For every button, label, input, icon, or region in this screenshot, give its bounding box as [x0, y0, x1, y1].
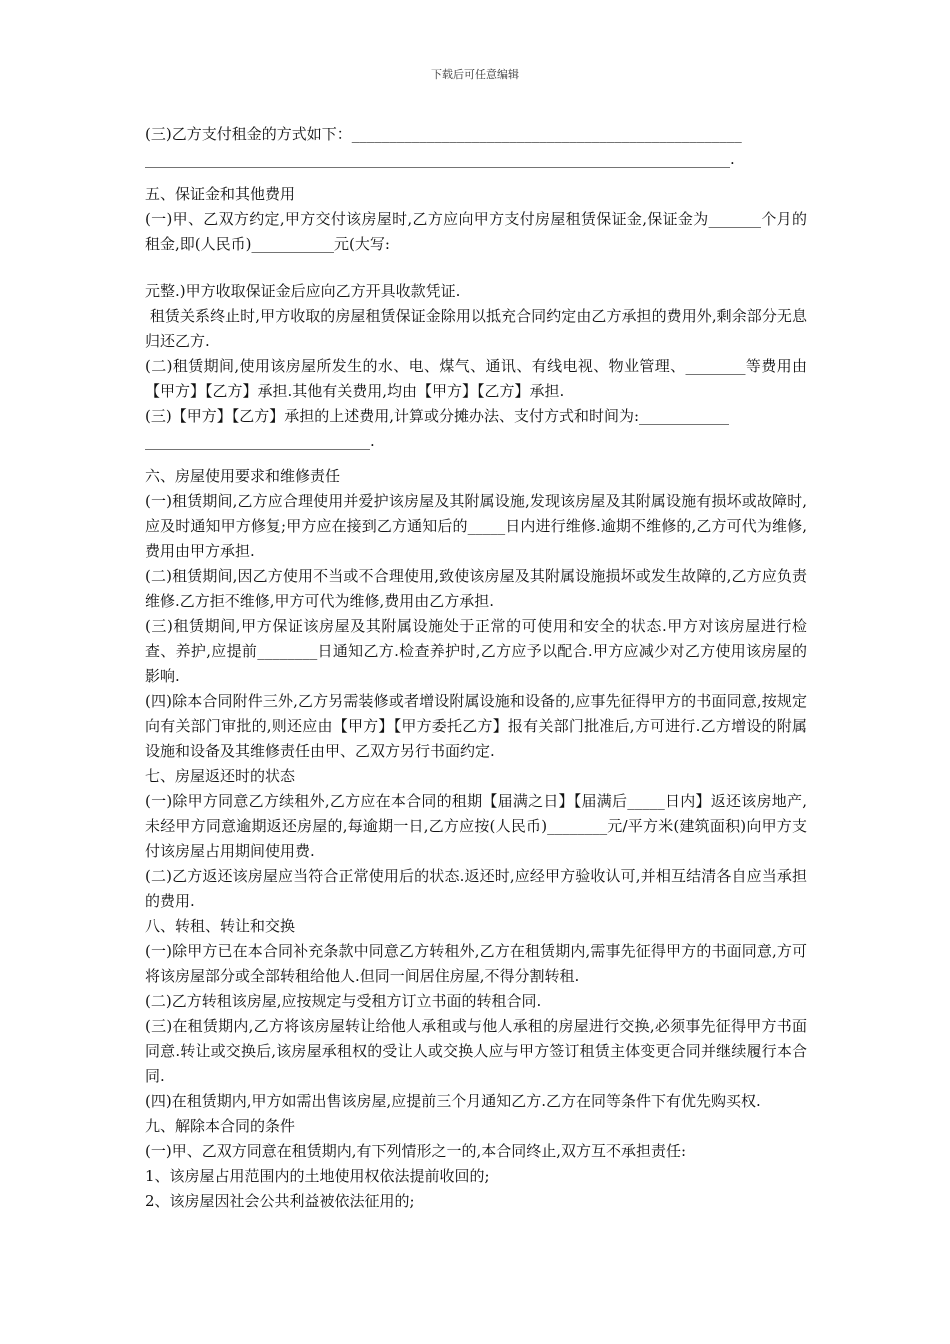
fees-clause-2: (二)租赁期间,使用该房屋所发生的水、电、煤气、通讯、有线电视、物业管理、________等费用由【甲方】【乙方】承担.其他有关费用,均由【甲方】【乙方】承担.	[145, 357, 807, 400]
return-clause-2: (二)乙方返还该房屋应当符合正常使用后的状态.返还时,应经甲方验收认可,并相互结清各自应当承担的费用.	[145, 867, 807, 910]
sublease-clause-1: (一)除甲方已在本合同补充条款中同意乙方转租外,乙方在租赁期内,需事先征得甲方的书面同意,方可将该房屋部分或全部转租给他人.但同一间居住房屋,不得分割转租.	[145, 942, 807, 985]
deposit-clause-1: (一)甲、乙双方约定,甲方交付该房屋时,乙方应向甲方支付房屋租赁保证金,保证金为_______个月的租金,即(人民币)___________元(大写:	[145, 210, 807, 253]
maintenance-clause-1: (一)租赁期间,乙方应合理使用并爱护该房屋及其附属设施,发现该房屋及其附属设施有损坏或故障时,应及时通知甲方修复;甲方应在接到乙方通知后的_____日内进行维修.逾期不维修的,乙方可代为维修,费用由甲方承担.	[145, 492, 807, 560]
section-9-heading: 九、解除本合同的条件	[145, 1117, 296, 1135]
sublease-clause-3: (三)在租赁期内,乙方将该房屋转让给他人承租或与他人承租的房屋进行交换,必须事先征得甲方书面同意.转让或交换后,该房屋承租权的受让人或交换人应与甲方签订租赁主体变更合同并继续履行本合同.	[145, 1017, 807, 1085]
termination-item-2: 2、该房屋因社会公共利益被依法征用的;	[145, 1192, 415, 1210]
section-6-heading: 六、房屋使用要求和维修责任	[145, 467, 341, 485]
deposit-receipt-clause: 元整.)甲方收取保证金后应向乙方开具收款凭证.	[145, 282, 461, 300]
page-header: 下载后可任意编辑	[431, 68, 519, 81]
sublease-clause-2: (二)乙方转租该房屋,应按规定与受租方订立书面的转租合同.	[145, 992, 542, 1010]
maintenance-clause-2: (二)租赁期间,因乙方使用不当或不合理使用,致使该房屋及其附属设施损坏或发生故障的,乙方应负责维修.乙方拒不维修,甲方可代为维修,费用由乙方承担.	[145, 567, 807, 610]
deposit-return-clause: 租赁关系终止时,甲方收取的房屋租赁保证金除用以抵充合同约定由乙方承担的费用外,剩余部分无息归还乙方.	[145, 307, 807, 350]
section-8-heading: 八、转租、转让和交换	[145, 917, 296, 935]
payment-method-blank-line: ______________________________________________________________________________.	[145, 150, 735, 168]
maintenance-clause-4: (四)除本合同附件三外,乙方另需装修或者增设附属设施和设备的,应事先征得甲方的书面同意,按规定向有关部门审批的,则还应由【甲方】【甲方委托乙方】报有关部门批准后,方可进行.乙方增设的附属设施和设备及其维修责任由甲、乙双方另行书面约定.	[145, 692, 807, 760]
fees-clause-3: (三)【甲方】【乙方】承担的上述费用,计算或分摊办法、支付方式和时间为:____________	[145, 407, 730, 425]
section-5-heading: 五、保证金和其他费用	[145, 185, 296, 203]
termination-item-1: 1、该房屋占用范围内的土地使用权依法提前收回的;	[145, 1167, 490, 1185]
maintenance-clause-3: (三)租赁期间,甲方保证该房屋及其附属设施处于正常的可使用和安全的状态.甲方对该房屋进行检查、养护,应提前________日通知乙方.检查养护时,乙方应予以配合.甲方应减少对乙方使用该房屋的影响.	[145, 617, 807, 685]
sublease-clause-4: (四)在租赁期内,甲方如需出售该房屋,应提前三个月通知乙方.乙方在同等条件下有优先购买权.	[145, 1092, 761, 1110]
fees-clause-3-blank-line: ______________________________.	[145, 432, 375, 450]
termination-clause-1: (一)甲、乙双方同意在租赁期内,有下列情形之一的,本合同终止,双方互不承担责任:	[145, 1142, 687, 1160]
return-clause-1: (一)除甲方同意乙方续租外,乙方应在本合同的租期【届满之日】【届满后_____日内】返还该房地产,未经甲方同意逾期返还房屋的,每逾期一日,乙方应按(人民币)________元/平方米(建筑面积)向甲方支付该房屋占用期间使用费.	[145, 792, 807, 860]
payment-method-clause: (三)乙方支付租金的方式如下：____________________________________________________	[145, 125, 742, 143]
section-7-heading: 七、房屋返还时的状态	[145, 767, 296, 785]
contract-body	[145, 122, 807, 1214]
